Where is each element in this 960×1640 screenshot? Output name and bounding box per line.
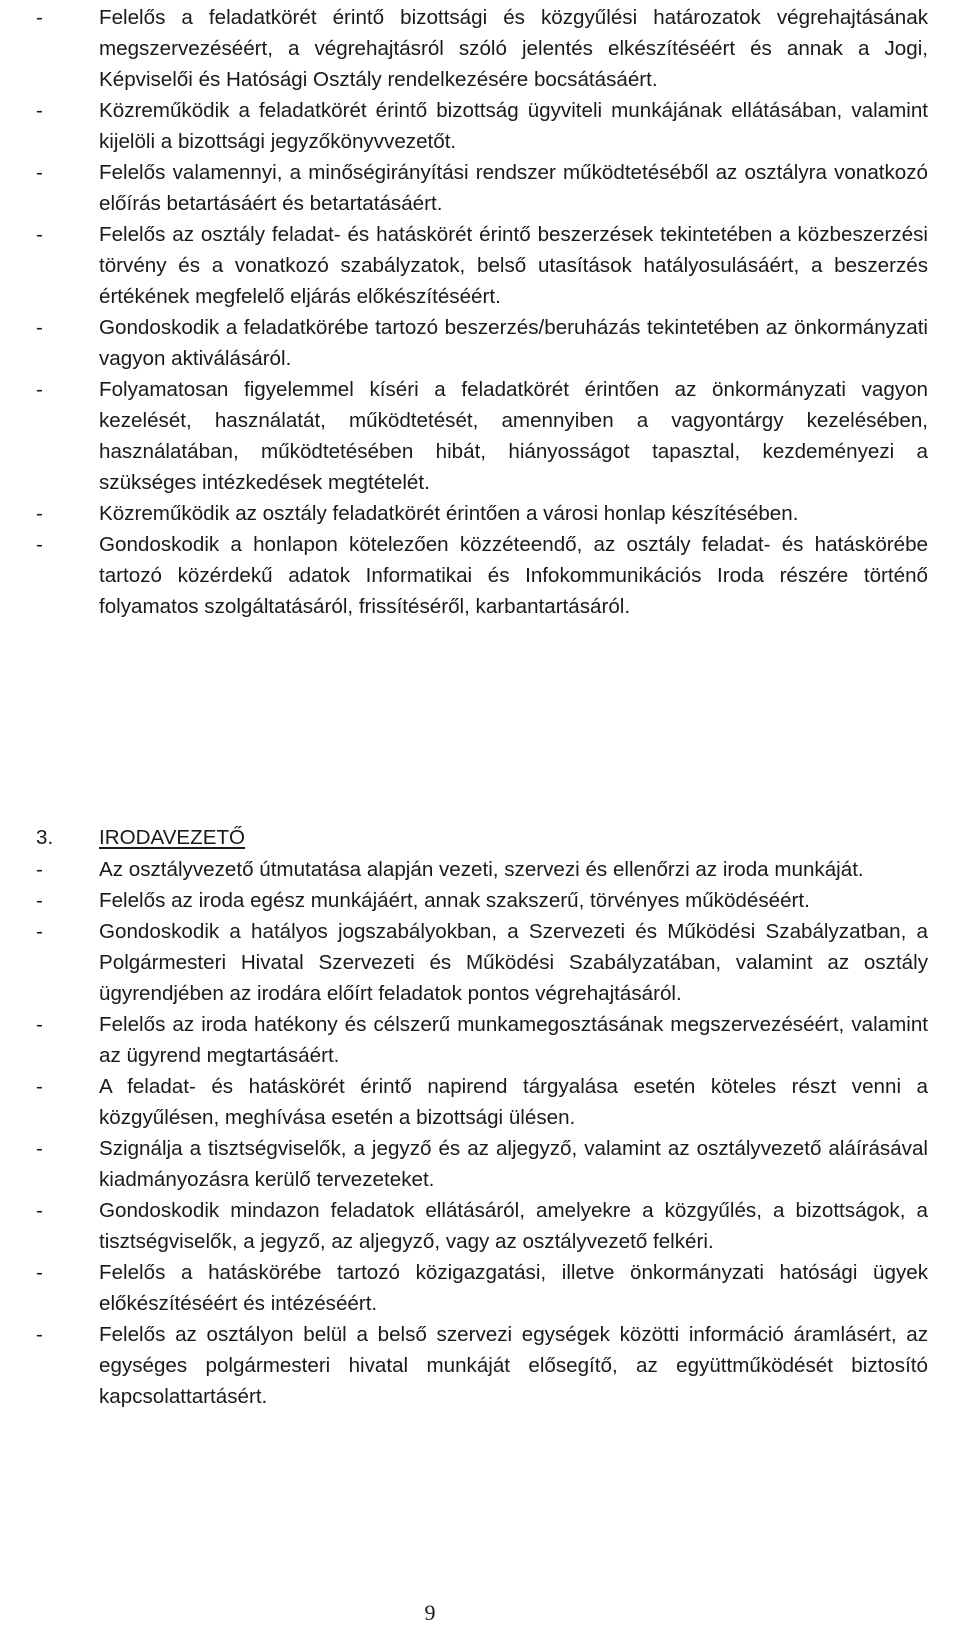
page-number: 9 <box>424 1600 436 1625</box>
list-item-text: Felelős az iroda egész munkájáért, annak szakszerű, törvényes működéséért. <box>99 889 810 912</box>
list-item <box>36 529 928 622</box>
dash-bullet: - <box>36 1137 43 1160</box>
list-item <box>36 374 928 498</box>
list-item <box>36 157 928 219</box>
list-item <box>36 1195 928 1257</box>
dash-bullet: - <box>36 99 43 122</box>
dash-bullet: - <box>36 858 43 881</box>
dash-bullet: - <box>36 378 43 401</box>
section-title: IRODAVEZETŐ <box>99 826 246 849</box>
list-item-text: Felelős az osztály feladat- és hatáskörét érintő beszerzések tekintetében a közbeszerzési törvény és a vonatkozó szabályzatok, belső utasítások hatályosulásáért, a beszerzés értékének megfelelő eljárás előkészítéséért. <box>99 223 928 308</box>
list-item <box>36 2 928 95</box>
list-item-text: Az osztályvezető útmutatása alapján vezeti, szervezi és ellenőrzi az iroda munkáját. <box>99 858 864 881</box>
section-number: 3. <box>36 826 54 849</box>
dash-bullet: - <box>36 1013 43 1036</box>
list-item-text: Közreműködik a feladatkörét érintő bizottság ügyviteli munkájának ellátásában, valamint kijelöli a bizottsági jegyzőkönyvvezetőt. <box>99 99 928 153</box>
list-item-text: Felelős a hatáskörébe tartozó közigazgatási, illetve önkormányzati hatósági ügyek előkészítéséért és intézéséért. <box>99 1261 928 1315</box>
dash-bullet: - <box>36 920 43 943</box>
list-item <box>36 219 928 312</box>
dash-bullet: - <box>36 1261 43 1284</box>
continuation-list <box>36 2 928 622</box>
list-item-text: Felelős az osztályon belül a belső szervezi egységek közötti információ áramlásért, az egységes polgármesteri hivatal munkáját elősegítő, az együttműködését biztosító kapcsolattartásért. <box>99 1323 928 1408</box>
list-item <box>36 1257 928 1319</box>
dash-bullet: - <box>36 6 43 29</box>
dash-bullet: - <box>36 1199 43 1222</box>
list-item-text: Felelős a feladatkörét érintő bizottsági és közgyűlési határozatok végrehajtásának megszervezéséért, a végrehajtásról szóló jelentés elkészítéséért és annak a Jogi, Képviselői és Hatósági Osztály rendelkezésére bocsátásáért. <box>99 6 928 91</box>
list-item <box>36 1133 928 1195</box>
list-item <box>36 916 928 1009</box>
list-item-text: Folyamatosan figyelemmel kíséri a feladatkörét érintően az önkormányzati vagyon kezelését, használatát, működtetését, amennyiben a vagyontárgy kezelésében, használatában, működtetésében hibát, hiányosságot tapasztal, kezdeményezi a szükséges intézkedések megtételét. <box>99 378 928 494</box>
section-heading <box>36 822 245 853</box>
list-item <box>36 1009 928 1071</box>
dash-bullet: - <box>36 889 43 912</box>
list-item <box>36 498 928 529</box>
list-item-text: A feladat- és hatáskörét érintő napirend tárgyalása esetén köteles részt venni a közgyűlésen, meghívása esetén a bizottsági ülésen. <box>99 1075 928 1129</box>
dash-bullet: - <box>36 1323 43 1346</box>
dash-bullet: - <box>36 533 43 556</box>
list-item-text: Gondoskodik a honlapon kötelezően közzéteendő, az osztály feladat- és hatáskörébe tartozó közérdekű adatok Informatikai és Infokommunikációs Iroda részére történő folyamatos szolgáltatásáról, frissítéséről, karbantartásáról. <box>99 533 928 618</box>
list-item <box>36 854 928 885</box>
dash-bullet: - <box>36 223 43 246</box>
dash-bullet: - <box>36 316 43 339</box>
list-item <box>36 885 928 916</box>
list-item-text: Felelős valamennyi, a minőségirányítási rendszer működtetéséből az osztályra vonatkozó előírás betartásáért és betartatásáért. <box>99 161 928 215</box>
list-item-text: Szignálja a tisztségviselők, a jegyző és az aljegyző, valamint az osztályvezető aláírásával kiadmányozásra kerülő tervezeteket. <box>99 1137 928 1191</box>
list-item <box>36 95 928 157</box>
dash-bullet: - <box>36 1075 43 1098</box>
list-item-text: Felelős az iroda hatékony és célszerű munkamegosztásának megszervezéséért, valamint az ügyrend megtartásáért. <box>99 1013 928 1067</box>
section-list <box>36 854 928 1412</box>
list-item <box>36 1071 928 1133</box>
list-item-text: Gondoskodik a hatályos jogszabályokban, a Szervezeti és Működési Szabályzatban, a Polgármesteri Hivatal Szervezeti és Működési Szabályzatában, valamint az osztály ügyrendjében az irodára előírt feladatok pontos végrehajtásáról. <box>99 920 928 1005</box>
dash-bullet: - <box>36 161 43 184</box>
list-item-text: Gondoskodik a feladatkörébe tartozó beszerzés/beruházás tekintetében az önkormányzati vagyon aktiválásáról. <box>99 316 928 370</box>
list-item <box>36 312 928 374</box>
list-item-text: Közreműködik az osztály feladatkörét érintően a városi honlap készítésében. <box>99 502 799 525</box>
list-item <box>36 1319 928 1412</box>
dash-bullet: - <box>36 502 43 525</box>
list-item-text: Gondoskodik mindazon feladatok ellátásáról, amelyekre a közgyűlés, a bizottságok, a tisztségviselők, a jegyző, az aljegyző, vagy az osztályvezető felkéri. <box>99 1199 928 1253</box>
